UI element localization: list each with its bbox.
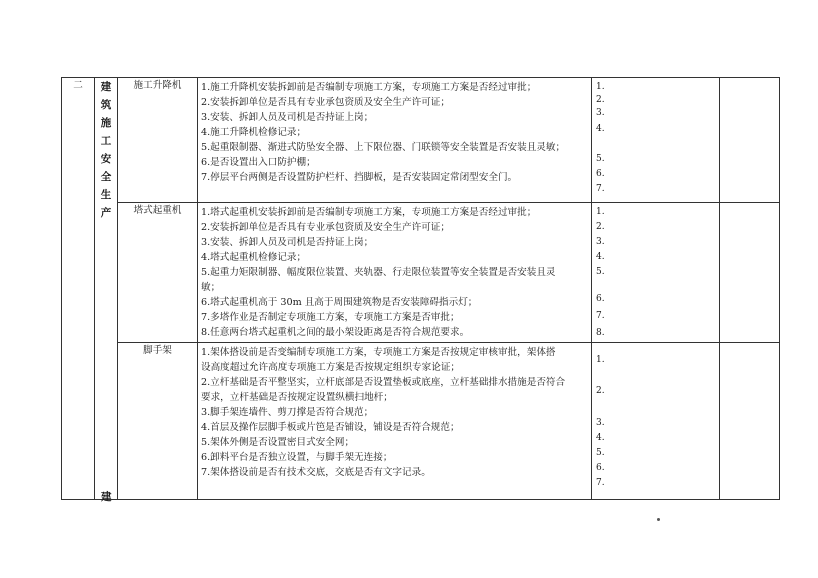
check-line: 1.施工升降机安装拆卸前是否编制专项施工方案，专项施工方案是否经过审批；	[201, 82, 537, 93]
result-line: 6.	[596, 294, 605, 304]
check-line: 4.首层及操作层脚手板或片笆是否铺设，铺设是否符合规范；	[201, 422, 460, 433]
result-line: 8.	[596, 328, 605, 338]
check-line: 6.卸料平台是否独立设置，与脚手架无连接；	[201, 452, 393, 463]
result-cell	[592, 343, 720, 500]
result-line: 3.	[596, 418, 605, 428]
result-line: 7.	[596, 184, 605, 194]
result-line: 1.	[596, 82, 605, 92]
result-line	[592, 376, 719, 384]
item-name-cell	[118, 78, 198, 203]
result-line	[592, 138, 719, 152]
check-line: 7.架体搭设前是否有技术交底，交底是否有文字记录。	[201, 467, 431, 478]
result-line: 7.	[596, 478, 605, 488]
check-line: 2.安装拆卸单位是否具有专业承包资质及安全生产许可证；	[201, 222, 450, 233]
check-line: 2.安装拆卸单位是否具有专业承包资质及安全生产许可证；	[201, 97, 450, 108]
check-line: 1.塔式起重机安装拆卸前是否编制专项施工方案，专项施工方案是否经过审批；	[201, 207, 537, 218]
check-line: 7.停层平台两侧是否设置防护栏杆、挡脚板，是否安装固定常闭型安全门。	[201, 172, 518, 183]
result-line: 2.	[596, 222, 605, 232]
check-line: 7.多塔作业是否制定专项施工方案，专项施工方案是否审批；	[201, 312, 460, 323]
inspection-table	[61, 77, 780, 500]
result-line: 4.	[596, 252, 605, 262]
check-line: 3.安装、拆卸人员及司机是否持证上岗；	[201, 112, 374, 123]
result-line: 2.	[596, 386, 605, 396]
check-line: 8.任意两台塔式起重机之间的最小架设距离是否符合规范要求。	[201, 327, 470, 338]
result-line: 6.	[596, 463, 605, 473]
remarks-cell	[720, 343, 780, 500]
result-cell	[592, 203, 720, 343]
item-name: 脚手架	[143, 345, 172, 356]
table-row	[62, 78, 780, 203]
check-content-cell	[198, 203, 592, 343]
check-line: 3.安装、拆卸人员及司机是否持证上岗；	[201, 237, 374, 248]
table-row	[62, 203, 780, 343]
item-name: 施工升降机	[133, 80, 182, 91]
category-cell	[95, 78, 118, 500]
category-label: 建筑施工安全生产	[100, 81, 112, 219]
remarks-cell	[720, 203, 780, 343]
check-line: 5.起重力矩限制器、幅度限位装置、夹轨器、行走限位装置等安全装置是否安装且灵	[201, 267, 556, 278]
result-line	[592, 345, 719, 353]
scan-speck	[657, 518, 660, 521]
result-line: 2.	[596, 95, 605, 105]
check-line: 要求，立杆基础是否按规定设置纵横扫地杆；	[201, 392, 393, 403]
item-name: 塔式起重机	[133, 205, 182, 216]
check-line: 6.塔式起重机高于 30m 且高于周围建筑物是否安装障碍指示灯；	[201, 297, 478, 308]
result-line: 1.	[596, 355, 605, 365]
check-content-cell	[198, 78, 592, 203]
check-line: 6.是否设置出入口防护棚；	[201, 157, 316, 168]
category-continuation: 建	[101, 491, 112, 503]
section-number-cell	[62, 78, 95, 500]
check-line: 敏；	[201, 282, 221, 293]
check-content-cell	[198, 343, 592, 500]
check-line: 4.塔式起重机检修记录；	[201, 252, 307, 263]
item-name-cell	[118, 203, 198, 343]
result-line: 4.	[596, 124, 605, 134]
section-number: 二	[73, 80, 83, 91]
result-line: 3.	[596, 108, 605, 118]
check-line: 4.施工升降机检修记录；	[201, 127, 307, 138]
check-line: 2.立杆基础是否平整坚实，立杆底部是否设置垫板或底座，立杆基础排水措施是否符合	[201, 377, 566, 388]
item-name-cell	[118, 343, 198, 500]
result-line	[592, 280, 719, 292]
result-line: 5.	[596, 448, 605, 458]
check-line: 1.架体搭设前是否变编制专项施工方案，专项施工方案是否按规定审核审批，架体搭	[201, 347, 556, 358]
result-line: 7.	[596, 311, 605, 321]
remarks-cell	[720, 78, 780, 203]
check-line: 3.脚手架连墙件、剪刀撑是否符合规范；	[201, 407, 374, 418]
result-line: 5.	[596, 154, 605, 164]
result-cell	[592, 78, 720, 203]
table-row	[62, 343, 780, 500]
check-line: 5.架体外侧是否设置密目式安全网；	[201, 437, 355, 448]
result-line: 3.	[596, 237, 605, 247]
check-line: 设高度超过允许高度专项施工方案是否按规定组织专家论证；	[201, 362, 461, 373]
check-line: 5.起重限制器、渐进式防坠安全器、上下限位器、门联锁等安全装置是否安装且灵敏；	[201, 142, 566, 153]
result-line: 5.	[596, 267, 605, 277]
result-line: 4.	[596, 433, 605, 443]
result-line: 6.	[596, 169, 605, 179]
result-line: 1.	[596, 207, 605, 217]
